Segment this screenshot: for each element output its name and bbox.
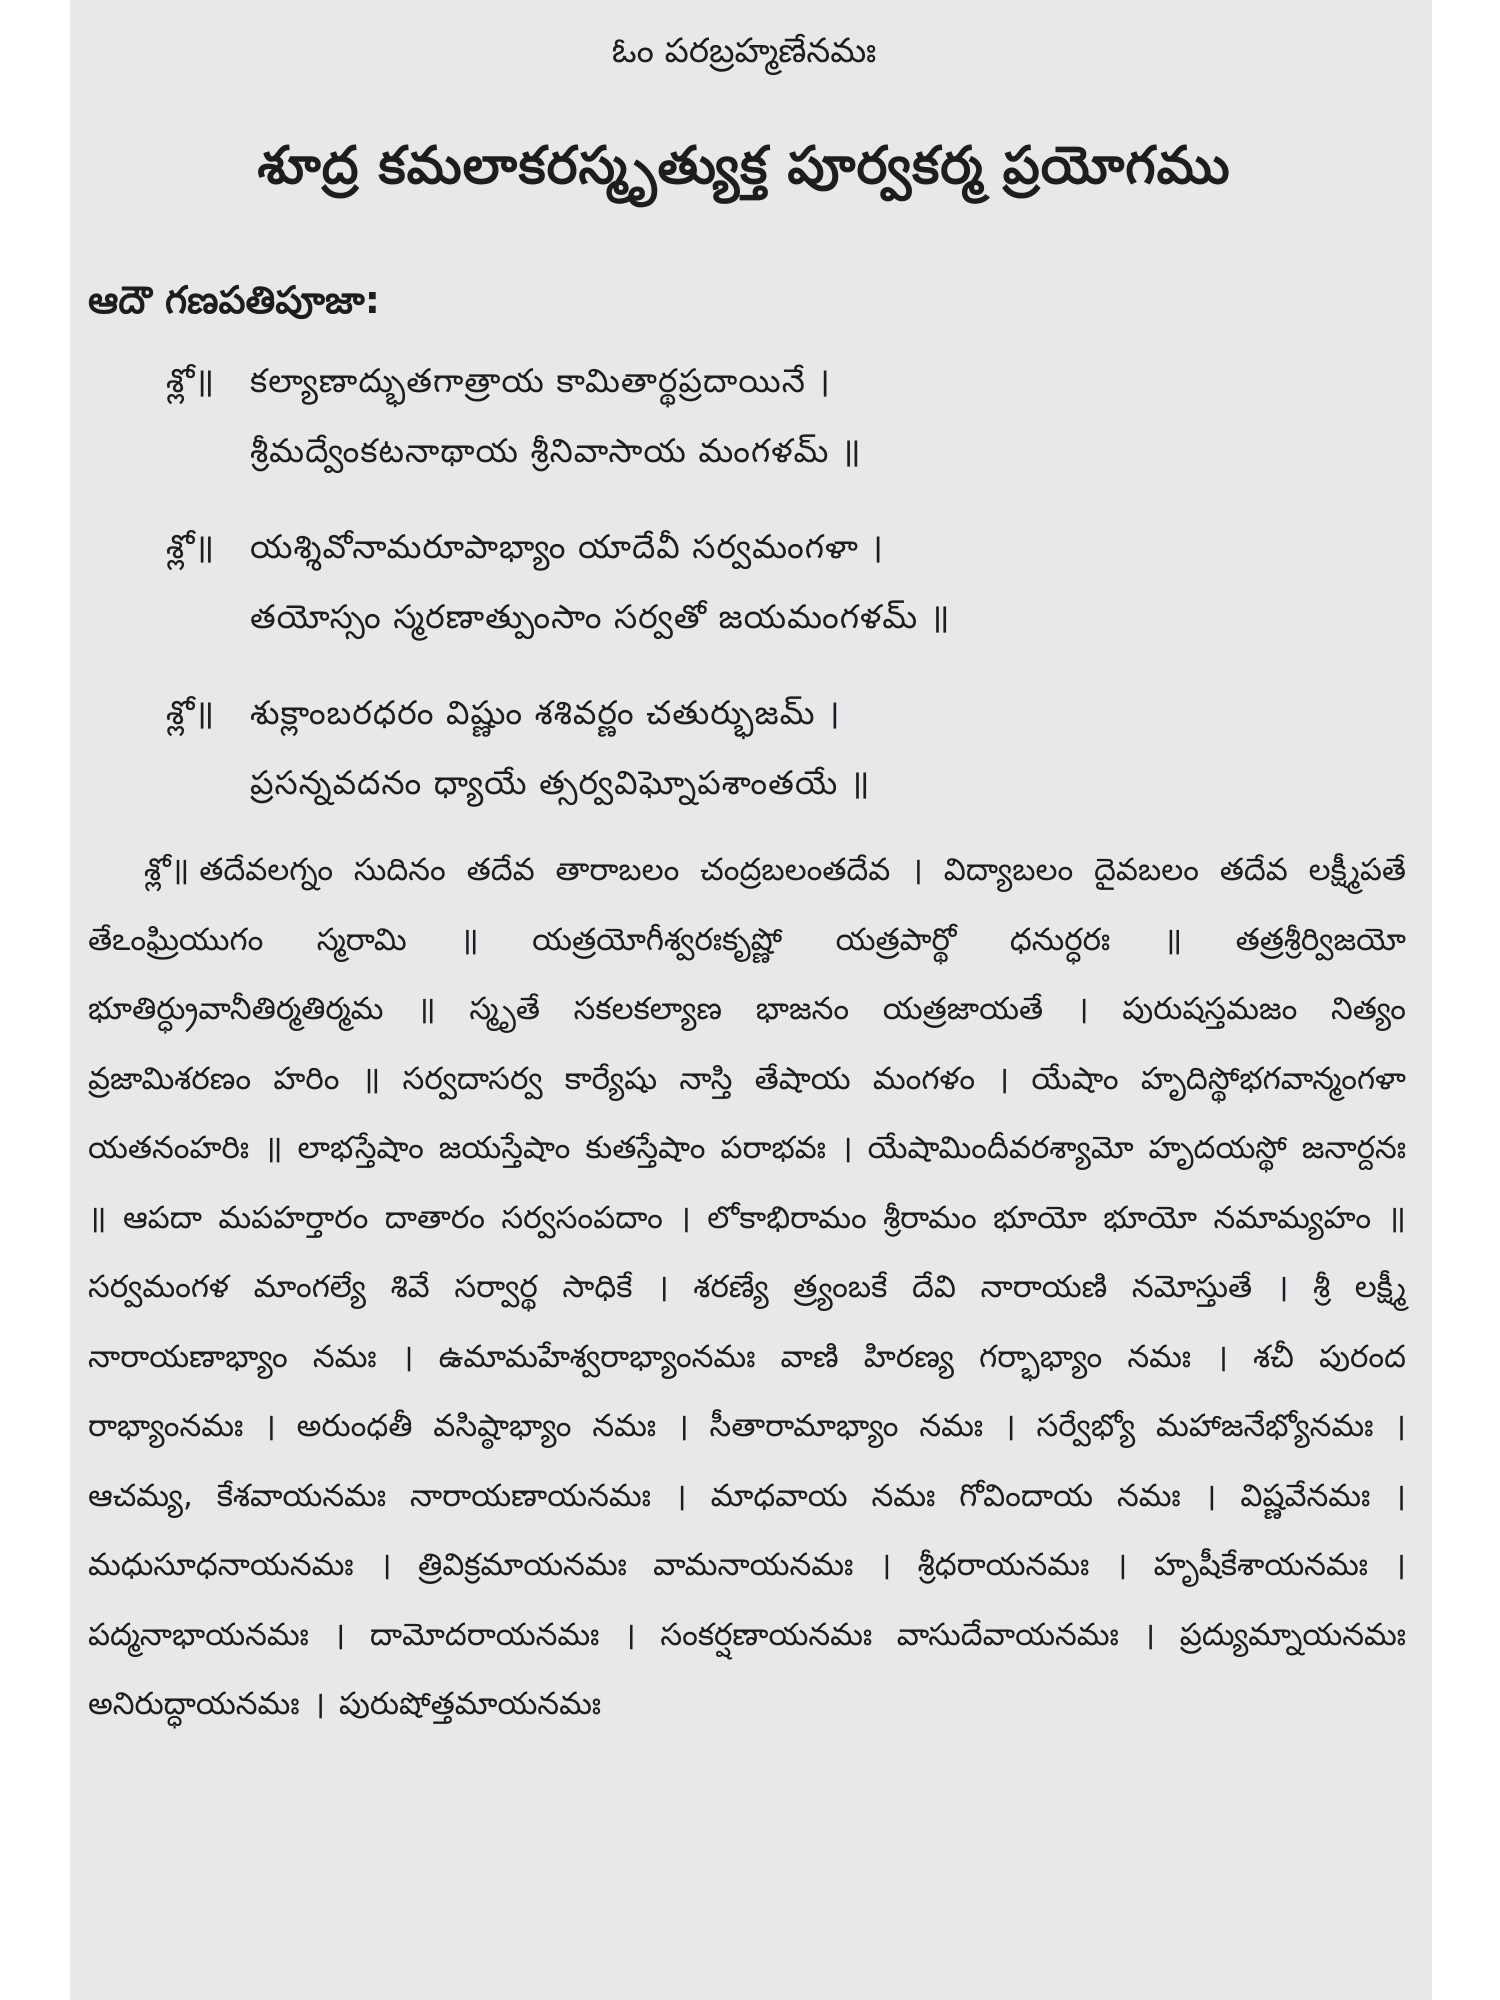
sloka-mark: శ్లో॥	[166, 527, 215, 566]
sloka-block	[166, 346, 1406, 486]
sloka-line: యశ్శివోనామరూపాభ్యాం యాదేవీ సర్వమంగళా ।	[250, 527, 884, 566]
prose-sloka-mark: శ్లో॥	[144, 852, 190, 888]
sloka-mark: శ్లో॥	[166, 361, 215, 400]
section-heading: ఆదౌ గణపతిపూజా:	[88, 278, 380, 322]
page-title: శూద్ర కమలాకరస్మృత్యుక్త పూర్వకర్మ ప్రయోగము	[257, 136, 1231, 196]
sloka-line: శ్రీమద్వేంకటనాథాయ శ్రీనివాసాయ మంగళమ్ ॥	[250, 431, 862, 470]
sloka-line: ప్రసన్నవదనం ధ్యాయే త్సర్వవిఘ్నోపశాంతయే ॥	[250, 763, 871, 802]
sloka-mark: శ్లో॥	[166, 693, 215, 732]
sloka-line: తయోస్సం స్మరణాత్పుంసాం సర్వతో జయమంగళమ్ ॥	[250, 597, 951, 636]
sloka-line: కల్యాణాద్భుతగాత్రాయ కామితార్థప్రదాయినే ।	[250, 361, 831, 400]
sloka-lines	[250, 346, 1406, 486]
prose-paragraph	[82, 836, 1406, 1740]
sloka-lines	[250, 678, 1406, 818]
sloka-lines	[250, 512, 1406, 652]
prose-text: తదేవలగ్నం సుదినం తదేవ తారాబలం చంద్రబలంతదేవ । విద్యాబలం దైవబలం తదేవ లక్ష్మీపతే తేఽంఘ్రియుగం స్మరామి ॥ యత్రయోగీశ్వరఃకృష్ణో యత్రపార్థో ధనుర్ధరః ॥ తత్రశ్రీర్విజయో భూతిర్ధ్రువానీతిర్మతిర్మమ ॥ స్మృతే సకలకల్యాణ భాజనం యత్రజాయతే । పురుషస్తమజం నిత్యం వ్రజామిశరణం హరిం ॥ సర్వదాసర్వ కార్యేషు నాస్తి తేషాయ మంగళం । యేషాం హృదిస్థోభగవాన్మంగళా యతనంహరిః ॥ లాభస్తేషాం జయస్తేషాం కుతస్తేషాం పరాభవః । యేషామిందీవరశ్యామో హృదయస్థో జనార్దనః ॥ ఆపదా మపహర్తారం దాతారం సర్వసంపదాం । లోకాభిరామం శ్రీరామం భూయో భూయో నమామ్యహం ॥ సర్వమంగళ మాంగల్యే శివే సర్వార్థ సాధికే । శరణ్యే త్ర్యంబకే దేవి నారాయణి నమోస్తుతే । శ్రీ లక్ష్మీ నారాయణాభ్యాం నమః । ఉమామహేశ్వరాభ్యాంనమః వాణి హిరణ్య గర్భాభ్యాం నమః । శచీ పురంద రాభ్యాంనమః । అరుంధతీ వసిష్ఠాభ్యాం నమః । సీతారామాభ్యాం నమః । సర్వేభ్యో మహాజనేభ్యోనమః । ఆచమ్య, కేశవాయనమః నారాయణాయనమః । మాధవాయ నమః గోవిందాయ నమః । విష్ణవేనమః । మధుసూధనాయనమః । త్రివిక్రమాయనమః వామనాయనమః । శ్రీధరాయనమః । హృషీకేశాయనమః । పద్మనాభాయనమః । దామోదరాయనమః । సంకర్షణాయనమః వాసుదేవాయనమః । ప్రద్యుమ్నాయనమః అనిరుద్ధాయనమః । పురుషోత్తమాయనమః	[88, 852, 1406, 1722]
book-page	[70, 0, 1432, 2000]
sloka-line: శుక్లాంబరధరం విష్ణుం శశివర్ణం చతుర్భుజమ్ ।	[250, 693, 841, 732]
invocation-line: ఓం పరబ్రహ్మణేనమః	[611, 31, 877, 71]
sloka-block	[166, 678, 1406, 818]
sloka-block	[166, 512, 1406, 652]
